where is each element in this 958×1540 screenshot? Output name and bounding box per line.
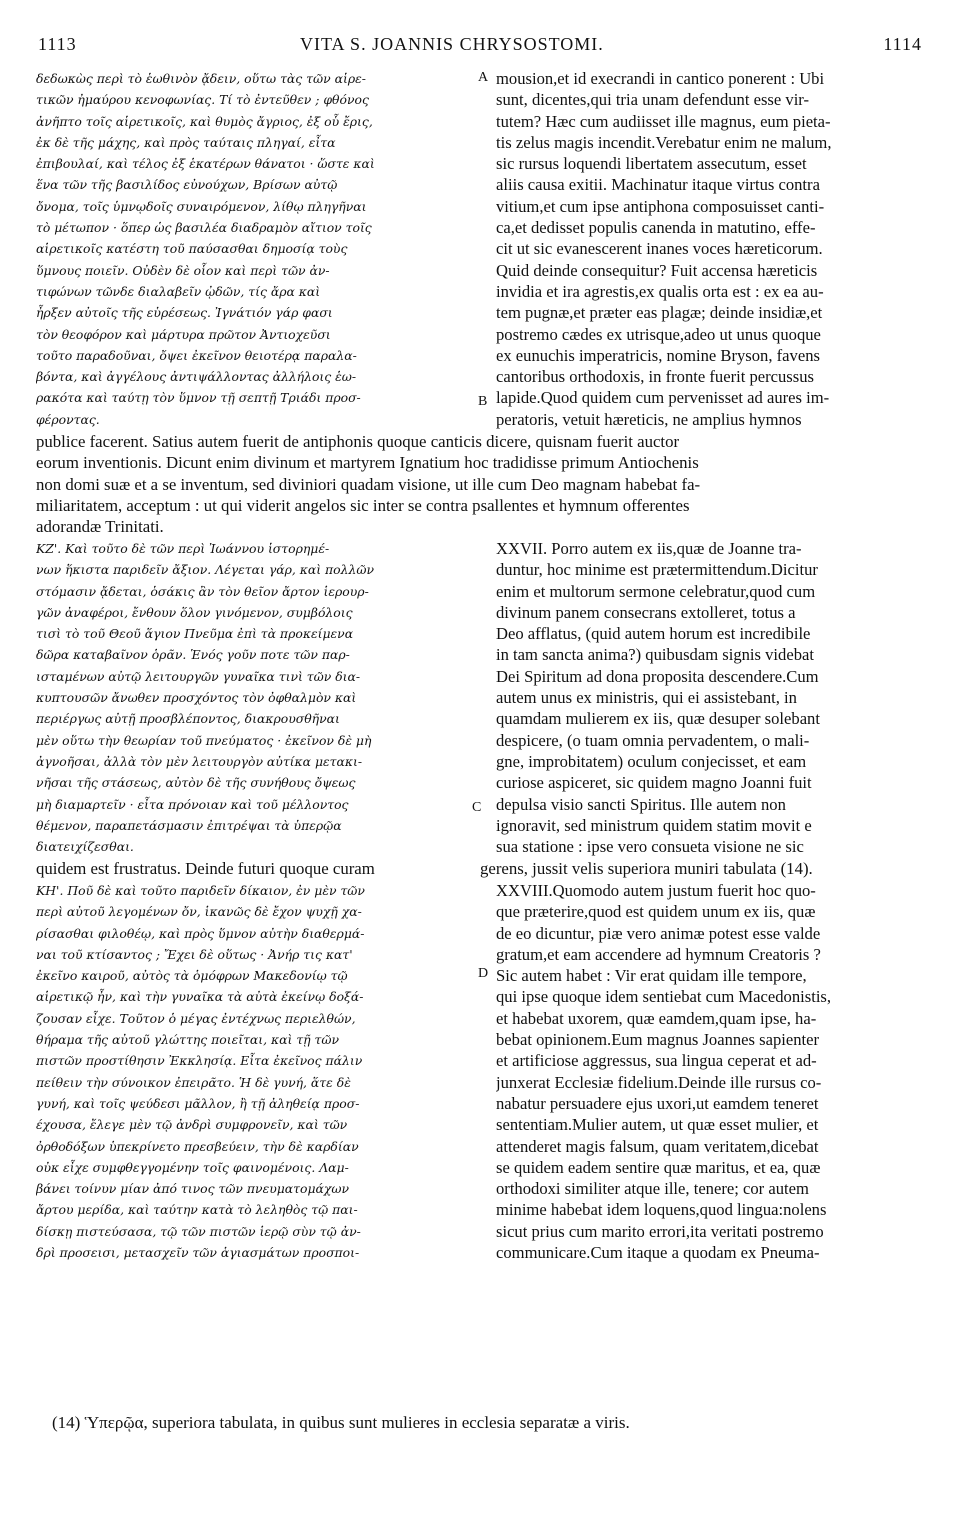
latin-text-line: et habebat uxorem, quæ eamdem,quam ipse, ha- [496,1008,817,1028]
latin-text-line: tis zelus magis incendit.Verebatur enim ne malum, [496,132,832,152]
latin-line-right: gerens, jussit velis superiora muniri tabulata (14). [480,859,813,878]
greek-text-line: οὐκ εἶχε συμφθεγγομένην τοῖς φαινομένοις. Λαμ- [36,1159,349,1175]
page-header [38,34,922,62]
greek-text-line: ἦρξεν αὐτοῖς τῆς εὑρέσεως. Ἰγνάτιόν γάρ φασι [36,305,333,321]
greek-text-line: ρίσασθαι φιλοθέῳ, καὶ πρὸς ὕμνον αὐτὴν διαθερμά- [36,925,365,941]
latin-text-line: sic rursus loquendi libertatem assecutum, esset [496,154,807,174]
latin-text-line: XXVIII.Quomodo autem justum fuerit hoc quo- [496,881,816,900]
latin-text-line: qui ipse quoque idem sentiebat cum Macedonistis, [496,987,832,1007]
latin-text-line: orthodoxi similiter atque ille, tenere; cor autem [496,1179,809,1199]
latin-column-block-2 [496,538,928,857]
greek-text-line: αἱρετικῷ ἦν, καὶ τὴν γυναῖκα τὰ αὐτὰ ἐκείνῳ δοξά- [36,989,364,1005]
latin-text-line: tem pugnæ,et præter eas plagæ; deinde insidiæ,et [496,303,823,323]
greek-text-line: τιφώνων τῶνδε διαλαβεῖν ᾠδῶν, τίς ἄρα καὶ [36,283,321,299]
latin-text-line: Quid deinde consequitur? Fuit accensa hæreticis [496,260,818,280]
greek-text-line: βάνει τοίνυν μίαν ἀπό τινος τῶν πνευματομάχων [36,1181,350,1197]
latin-text-line: cit ut sic evanescerent inanes voces hæreticorum. [496,239,823,259]
greek-text-line: γυνή, καὶ τοῖς ψεύδεσι μᾶλλον, ἢ τῇ ἀληθείᾳ προσ- [36,1095,360,1111]
greek-text-line: ἐκ δὲ τῆς μάχης, καὶ πρὸς ταύταις πληγαί, εἶτα [36,134,336,150]
greek-text-line: τὸ μέτωπον · ὅπερ ὡς βασιλέα διαδραμὸν αἴτιον τοῖς [36,220,372,236]
latin-text-line: de eo dicuntur, piæ vero animæ potest esse valde [496,923,821,943]
greek-text-line: περὶ αὐτοῦ λεγομένων ὄν, ἱκανῶς δὲ ἔχον ψυχῇ χα- [36,904,362,920]
left-page-number: 1113 [38,34,77,54]
greek-text-line: δῶρα καταβαῖνον ὁρᾶν. Ἑνός γοῦν ποτε τῶν παρ- [36,647,350,663]
greek-text-line: ζουσαν εἶχε. Τοῦτον ὁ μέγας ἐντέχνως περιελθών, [36,1010,356,1026]
greek-text-line: πείθειν τὴν σύνοικον ἐπειρᾶτο. Ἡ δὲ γυνή, ἅτε δὲ [36,1074,351,1090]
greek-text-line: πιστῶν προστίθησιν Ἐκκλησίᾳ. Εἶτα ἐκεῖνος πάλιν [36,1053,363,1069]
latin-text-line: sunt, dicentes,qui tria unam defendunt esse vir- [496,90,810,110]
greek-text-line: περιέργως αὐτῇ προσβλέποντος, διακρουσθῆναι [36,711,340,727]
latin-text-line: bebat opinionem.Eum magnus Joannes sapienter [496,1030,820,1050]
latin-text-line: despicere, (o tuam omnia pervadentem, o mali- [496,730,810,750]
margin-marker-a: A [478,70,489,85]
latin-text-line: adorandæ Trinitati. [36,517,164,537]
latin-text-line: communicare.Cum itaque a quodam ex Pneuma- [496,1243,820,1263]
latin-text-line: depulsa visio sancti Spiritus. Ille autem non [496,794,786,814]
greek-text-line: δίσκῃ πιστεύσασα, τῷ τῶν πιστῶν ἱερῷ σὺν τῷ ἀν- [36,1223,361,1239]
latin-text-line: invidia et ira agrestis,ex qualis orta est : ex ea au- [496,281,824,301]
margin-marker-b: B [478,394,488,409]
greek-text-line: μὲν οὕτω τὴν θεωρίαν τοῦ πνεύματος · ἐκεῖνον δὲ μὴ [36,732,372,748]
latin-text-line: gratum,et eam accendere ad hymnum Creatoris ? [496,944,821,964]
greek-text-line: φέροντας. [36,411,100,427]
greek-text-line: βόντα, καὶ ἀγγέλους ἀντιψάλλοντας ἀλλήλοις ἑω- [36,369,357,385]
latin-text-line: se quidem eadem sentire quæ maritus, et ea, quæ [496,1157,821,1177]
greek-text-line: έχουσα, ἔλεγε μὲν τῷ ἀνδρὶ συμφρονεῖν, καὶ τῶν [36,1117,348,1133]
greek-text-line: ὀρθοδόξων ὑπεκρίνετο πρεσβεύειν, τὴν δὲ καρδίαν [36,1138,359,1154]
latin-text-line: enim et multorum sermone celebratur,quod cum [496,581,816,601]
latin-text-line: sicut prius cum marito errori,ita veritati postremo [496,1221,824,1241]
greek-text-line: ναι τοῦ κτίσαντος ; Ἔχει δὲ οὕτως · Ἀνήρ τις κατ' [36,946,353,962]
latin-line-left: quidem est frustratus. Deinde futuri quoque curam [36,859,375,878]
latin-text-line: divinum panem consecrans extolleret, totus a [496,602,796,622]
greek-text-line: κυπτουσῶν ἄνωθεν προσχόντος τὸν ὀφθαλμὸν καὶ [36,690,357,706]
greek-column-block-3 [36,880,473,1263]
latin-text-line: cantoribus orthodoxis, in fronte fuerit percussus [496,367,814,387]
greek-text-line: διατειχίζεσθαι. [36,839,134,855]
latin-text-line: minime habebat idem loquens,quod lingua:nolens [496,1200,827,1220]
latin-text-line: quamdam mulierem ex iis, quæ desuper solebant [496,709,820,729]
running-title: VITA S. JOANNIS CHRYSOSTOMI. [300,34,604,54]
greek-text-line: ρακότα καὶ ταύτῃ τὸν ὕμνον τῇ σεπτῇ Τριάδι προσ- [36,390,361,406]
latin-text-line: Sic autem habet : Vir erat quidam ille tempore, [496,966,807,986]
greek-text-line: ἕνα τῶν τῆς βασιλίδος εὐνούχων, Βρίσων αὐτῷ [36,177,338,193]
margin-marker-c: C [472,800,482,815]
greek-text-line: νων ἥκιστα παριδεῖν ἄξιον. Λέγεται γάρ, καὶ πολλῶν [36,562,374,578]
greek-text-line: ὄνομα, τοῖς ὑμνῳδοῖς συναιρόμενον, λίθῳ πληγῆναι [36,198,367,214]
latin-column-block-1 [496,68,928,430]
greek-text-line: τικῶν ἠμαύρου κενοφωνίας. Τί τὸ ἐντεῦθεν ; φθόνος [36,92,369,108]
greek-text-line: ἄρτου μερίδα, καὶ ταύτην κατὰ τὸ λεληθὸς τῷ παι- [36,1202,358,1218]
greek-text-line: ΚΗ'. Ποῦ δὲ καὶ τοῦτο παριδεῖν δίκαιον, ἐν μὲν τῶν [36,883,365,898]
latin-text-line: Deo afflatus, (quid autem horum est incredibile [496,624,811,644]
latin-text-line: eorum inventionis. Dicunt enim divinum et martyrem Ignatium hoc tradidisse primum Antiochenis [36,453,699,473]
greek-text-line: ἐπιβουλαί, καὶ τέλος ἐξ ἑκατέρων θάνατοι · ὥστε καὶ [36,156,375,172]
greek-text-line: τισὶ τὸ τοῦ Θεοῦ ἅγιον Πνεῦμα ἐπὶ τὰ προκείμενα [36,626,354,642]
latin-text-line: publice facerent. Satius autem fuerit de antiphonis quoque canticis dicere, quisnam fuerit auctor [36,432,680,451]
latin-text-line: aliis causa exitii. Machinatur itaque virtus contra [496,175,820,195]
greek-text-line: αἱρετικοῖς κατέστη τοῦ παύσασθαι δημοσίᾳ τοὺς [36,241,348,257]
latin-text-line: attenderet magis falsum, quam veritatem,dicebat [496,1136,819,1156]
latin-text-line: curiose aspiceret, sic quidem magno Joanni fuit [496,773,812,793]
latin-text-line: peratoris, vetuit hæreticis, ne amplius hymnos [496,409,802,429]
latin-full-paragraph [36,431,926,537]
greek-column-block-2 [36,538,473,857]
latin-text-line: tutem? Hæc cum audiisset ille magnus, eum pieta- [496,111,831,131]
latin-text-line: lapide.Quod quidem cum pervenisset ad aures im- [496,388,830,408]
greek-text-line: γῶν ἀναφέροι, ἔνθουν ὅλον γινόμενον, συμβόλοις [36,604,353,620]
greek-text-line: τοῦτο παραδοῦναι, ὄψει ἐκεῖνον θειοτέρᾳ παραλα- [36,347,357,363]
greek-text-line: ἀγνοῆσαι, ἀλλὰ τὸν μὲν λειτουργὸν αὐτίκα μετακι- [36,753,363,769]
greek-text-line: ισταμένων αὐτῷ λειτουργῶν γυναῖκα τινὶ τῶν δια- [36,668,361,684]
latin-text-line: XXVII. Porro autem ex iis,quæ de Joanne tra- [496,539,802,558]
right-page-number: 1114 [883,34,922,54]
greek-text-line: θήραμα τῆς αὐτοῦ γλώττης ποιεῖται, καὶ τῇ τῶν [36,1032,340,1048]
latin-text-line: autem unus ex ministris, qui ei assistebant, in [496,688,797,708]
latin-text-line: duntur, hoc minime est prætermittendum.Dicitur [496,560,818,580]
margin-marker-d: D [478,966,489,981]
footnote: (14) Ὑπερῷα, superiora tabulata, in quibus sunt mulieres in ecclesia separatæ a viris. [52,1413,630,1432]
latin-text-line: et artificiose aggressus, sua lingua ceperat et ad- [496,1051,817,1071]
latin-text-line: que præterire,quod est quidem unum ex iis, quæ [496,902,816,922]
latin-text-line: sua statione : ipse vero consueta visione ne sic [496,837,804,857]
greek-text-line: τὸν θεοφόρον καὶ μάρτυρα πρῶτον Ἀντιοχεῦσι [36,326,331,342]
greek-text-line: ἐκεῖνο καιροῦ, αὐτὸς τὰ ὁμόφρων Μακεδονίῳ τῷ [36,968,348,984]
greek-text-line: δρὶ προσεισι, μετασχεῖν τῶν ἁγιασμάτων προσποι- [36,1245,360,1261]
latin-text-line: mousion,et id execrandi in cantico ponerent : Ubi [496,69,825,88]
latin-text-line: ca,et dedisset populis canenda in matutino, effe- [496,218,816,238]
latin-column-block-3 [496,880,928,1263]
greek-column-block-1 [36,68,473,430]
greek-text-line: θέμενον, παραπετάσμασιν ἐπιτρέψαι τὰ ὑπερῷα [36,817,342,833]
greek-text-line: ὕμνους ποιεῖν. Οὐδὲν δὲ οἷον καὶ περὶ τῶν ἀν- [36,262,330,278]
latin-text-line: in tam sancta anima?) quibusdam signis videbat [496,645,814,665]
latin-text-line: non domi suæ et a se inventum, sed diviniori quadam visione, ut ille cum Deo magnam habebat fa- [36,474,701,494]
latin-text-line: Dei Spiritum ad dona proposita descendere.Cum [496,666,819,686]
latin-text-line: postremo cædes ex utrisque,adeo ut unus quoque [496,324,821,344]
latin-text-line: vitium,et cum ipse antiphona composuisset canti- [496,196,825,216]
latin-text-line: miliaritatem, acceptum : ut qui viderit angelos sic inter se contra psallentes et hymnum offerentes [36,495,690,515]
greek-text-line: νῆσαι τῆς στάσεως, αὐτὸν δὲ τῆς συνήθους ὄψεως [36,775,356,791]
greek-text-line: ΚΖ'. Καὶ τοῦτο δὲ τῶν περὶ Ἰωάννου ἱστορημέ- [36,541,330,556]
greek-text-line: ἀνῆπτο τοῖς αἱρετικοῖς, καὶ θυμὸς ἄγριος, ἐξ οὗ ἔρις, [36,113,373,129]
greek-text-line: μὴ διαμαρτεῖν · εἶτα πρόνοιαν καὶ τοῦ μέλλοντος [36,796,349,812]
latin-text-line: nabatur persuadere ejus uxori,ut eamdem teneret [496,1093,819,1113]
latin-text-line: sententiam.Mulier autem, ut quæ esset mulier, et [496,1115,819,1135]
greek-text-line: στόμασιν ᾄδεται, ὁσάκις ἂν τὸν θεῖον ἄρτον ἱερουρ- [36,583,369,599]
latin-text-line: ignoravit, sed ministrum quidem statim movit e [496,815,812,835]
latin-text-line: ex eunuchis imperatricis, nomine Bryson, favens [496,345,820,365]
latin-text-line: junxerat Ecclesiæ fidelium.Deinde ille rursus co- [496,1072,822,1092]
latin-text-line: gne, improbitatem) oculum conjecisset, et eam [496,751,807,771]
greek-text-line: δεδωκὼς περὶ τὸ ἑωθινὸν ᾄδειν, οὕτω τὰς τῶν αἱρε- [36,71,366,86]
